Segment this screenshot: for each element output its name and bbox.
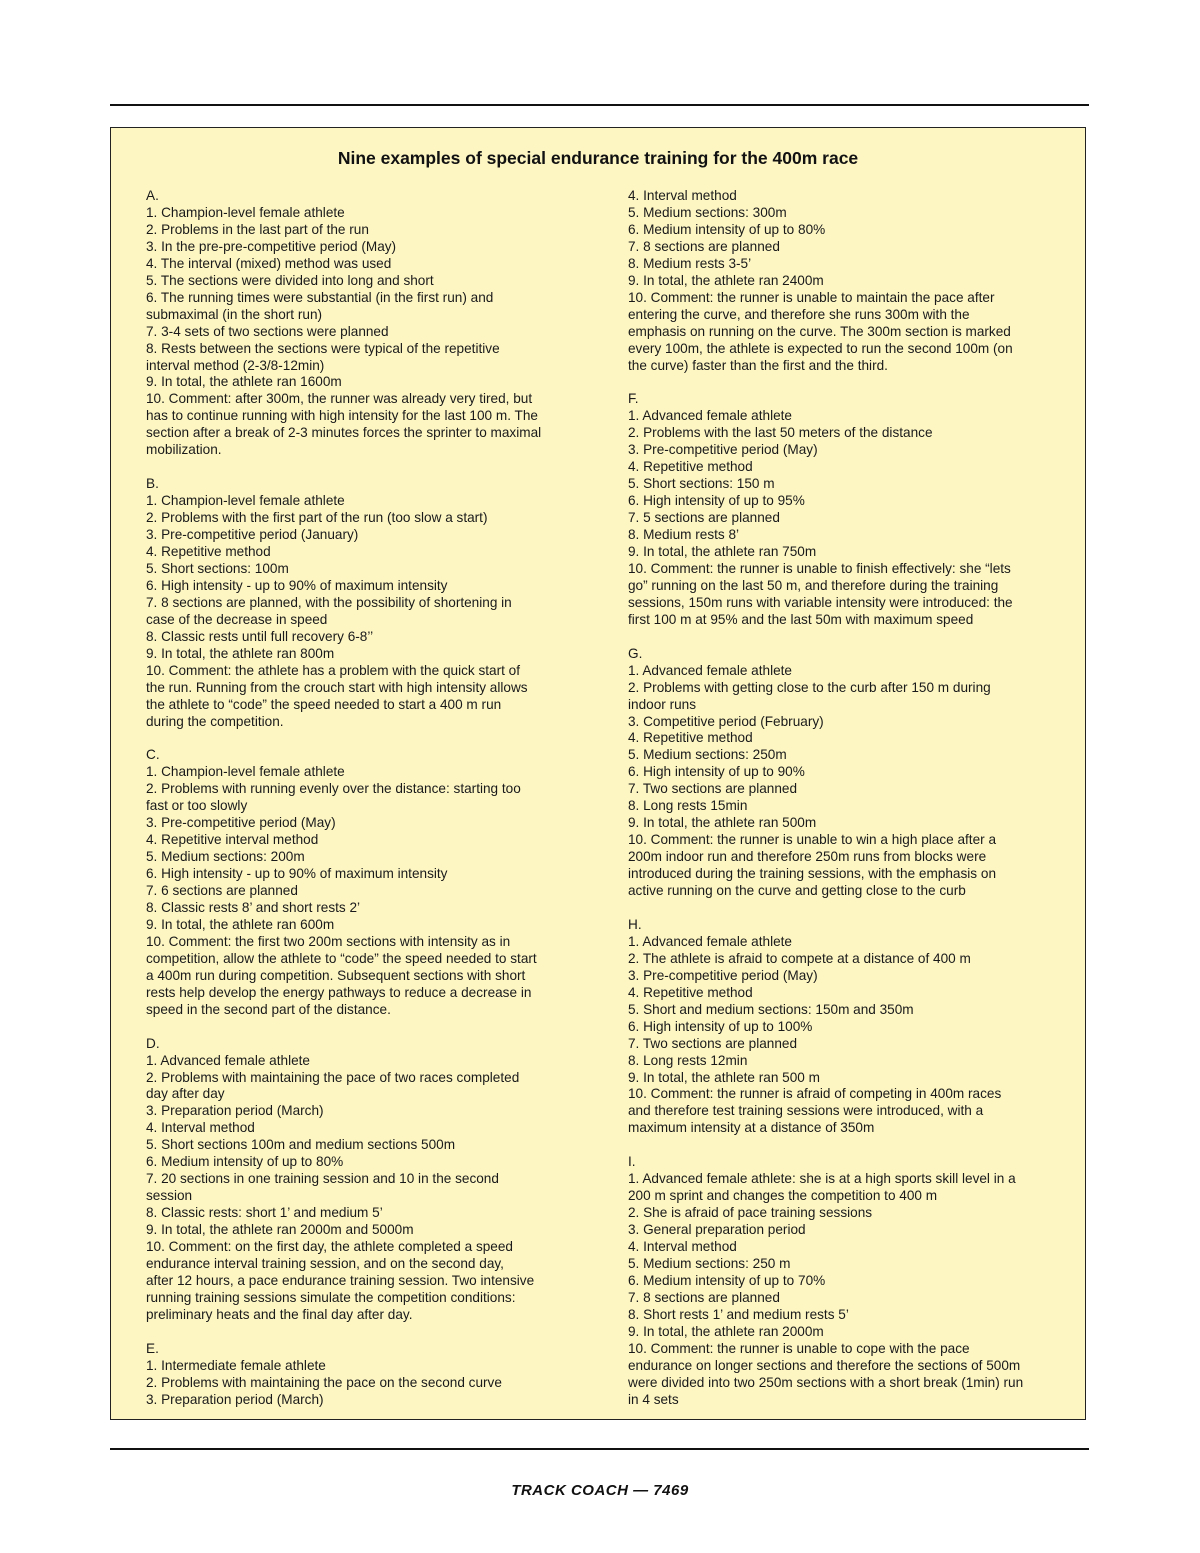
text-line: go” running on the last 50 m, and therefore during the training [628, 577, 999, 593]
text-line: 4. Repetitive method [628, 984, 753, 1000]
text-line: 8. Long rests 12min [628, 1052, 748, 1068]
text-line: endurance interval training session, and on the second day, [146, 1256, 504, 1271]
text-line: every 100m, the athlete is expected to run the second 100m (on [628, 340, 1013, 356]
text-line: entering the curve, and therefore she runs 300m with the [628, 306, 970, 322]
example-block [146, 1341, 576, 1409]
text-line: interval method (2-3/8-12min) [146, 357, 325, 373]
text-line: B. [146, 476, 159, 492]
text-line: sessions, 150m runs with variable intensity were introduced: the [628, 594, 1013, 610]
text-line: 4. The interval (mixed) method was used [146, 255, 392, 271]
page-footer: TRACK COACH — 7469 [511, 1482, 689, 1499]
text-line: 2. Problems with maintaining the pace of two races completed [146, 1069, 520, 1085]
text-line: 2. Problems with maintaining the pace on the second curve [146, 1374, 502, 1390]
text-line: 1. Advanced female athlete [628, 408, 792, 424]
text-line: 6. Medium intensity of up to 70% [628, 1272, 826, 1288]
text-line: 10. Comment: the runner is unable to cope with the pace [628, 1340, 970, 1356]
text-line: 4. Repetitive method [146, 544, 271, 559]
text-line: 6. High intensity of up to 95% [628, 493, 805, 509]
text-line: 9. In total, the athlete ran 600m [146, 916, 335, 932]
text-line: 5. Short sections: 100m [146, 560, 289, 576]
example-block [628, 917, 1058, 1137]
text-line: 6. High intensity of up to 100% [628, 1018, 813, 1034]
text-line: 8. Classic rests: short 1’ and medium 5’ [146, 1205, 383, 1221]
text-line: 6. High intensity of up to 90% [628, 764, 805, 780]
text-line: 10. Comment: the athlete has a problem with the quick start of [146, 662, 521, 678]
text-line: 9. In total, the athlete ran 800m [146, 645, 335, 661]
text-line: were divided into two 250m sections with a short break (1min) run [628, 1374, 1024, 1390]
text-line: 7. 5 sections are planned [628, 510, 780, 526]
text-line: the athlete to “code” the speed needed to start a 400 m run [146, 696, 502, 712]
example-block [628, 188, 1058, 374]
text-line: 5. Short sections: 150 m [628, 476, 775, 492]
right-column [628, 188, 1058, 1426]
footer-rule [110, 1448, 1089, 1450]
example-block [628, 1154, 1058, 1408]
text-line: 10. Comment: on the first day, the athlete completed a speed [146, 1239, 513, 1255]
text-line: and therefore test training sessions were introduced, with a [628, 1103, 984, 1119]
text-line: 1. Champion-level female athlete [146, 204, 345, 220]
text-line: 5. Short sections 100m and medium sections 500m [146, 1137, 456, 1153]
text-line: maximum intensity at a distance of 350m [628, 1120, 875, 1136]
text-line: session [146, 1188, 193, 1204]
text-line: after 12 hours, a pace endurance training session. Two intensive [146, 1272, 535, 1288]
text-line: 8. Classic rests until full recovery 6-8’’ [146, 628, 374, 644]
text-line: during the competition. [146, 713, 284, 729]
text-line: 4. Interval method [628, 188, 737, 203]
text-line: 7. Two sections are planned [628, 781, 798, 797]
text-line: introduced during the training sessions, with the emphasis on [628, 866, 997, 882]
text-line: 7. 6 sections are planned [146, 883, 298, 899]
text-line: in 4 sets [628, 1391, 679, 1407]
text-line: mobilization. [146, 442, 222, 458]
header-rule [110, 104, 1089, 106]
text-line: 7. Two sections are planned [628, 1035, 798, 1051]
text-line: 6. High intensity - up to 90% of maximum intensity [146, 577, 448, 593]
example-block [628, 646, 1058, 900]
text-line: 1. Advanced female athlete [628, 662, 792, 678]
text-line: C. [146, 747, 160, 763]
text-line: 6. High intensity - up to 90% of maximum intensity [146, 866, 448, 882]
text-line: emphasis on running on the curve. The 300m section is marked [628, 323, 1011, 339]
text-line: has to continue running with high intensity for the last 100 m. The [146, 408, 538, 424]
text-line: 6. Medium intensity of up to 80% [628, 221, 826, 237]
text-line: 8. Classic rests 8’ and short rests 2’ [146, 900, 361, 915]
text-line: 9. In total, the athlete ran 1600m [146, 374, 342, 390]
text-line: rests help develop the energy pathways to reduce a decrease in [146, 984, 532, 1000]
text-line: A. [146, 188, 159, 203]
text-line: 2. Problems with running evenly over the distance: starting too [146, 781, 521, 797]
text-line: case of the decrease in speed [146, 611, 328, 627]
text-line: 9. In total, the athlete ran 500 m [628, 1069, 820, 1085]
text-line: 10. Comment: the runner is unable to win a high place after a [628, 832, 997, 848]
example-block [146, 188, 576, 459]
box-title: Nine examples of special endurance training for the 400m race [337, 148, 859, 168]
text-line: preliminary heats and the final day after day. [146, 1306, 413, 1322]
text-line: a 400m run during competition. Subsequent sections with short [146, 967, 526, 983]
text-line: 3. General preparation period [628, 1222, 806, 1238]
text-line: 4. Repetitive interval method [146, 832, 319, 848]
text-line: I. [628, 1154, 636, 1170]
text-line: 4. Interval method [628, 1239, 737, 1255]
text-line: 3. Pre-competitive period (May) [628, 967, 818, 983]
text-line: H. [628, 916, 642, 932]
text-line: endurance on longer sections and therefore the sections of 500m [628, 1357, 1021, 1373]
text-line: 1. Advanced female athlete [628, 933, 792, 949]
example-block [628, 391, 1058, 628]
text-line: 9. In total, the athlete ran 750m [628, 544, 817, 559]
text-line: section after a break of 2-3 minutes forces the sprinter to maximal [146, 425, 542, 441]
text-line: 2. Problems with the last 50 meters of the distance [628, 425, 933, 441]
text-line: competition, allow the athlete to “code” the speed needed to start [146, 950, 537, 966]
text-line: 2. Problems with the first part of the run (too slow a start) [146, 510, 488, 526]
text-line: 8. Medium rests 8’ [628, 527, 740, 543]
text-line: 1. Champion-level female athlete [146, 493, 345, 509]
example-block [146, 1036, 576, 1324]
text-line: 9. In total, the athlete ran 2000m [628, 1323, 824, 1339]
text-line: 5. Medium sections: 200m [146, 849, 305, 865]
text-line: speed in the second part of the distance. [146, 1001, 391, 1017]
text-line: 7. 20 sections in one training session and 10 in the second [146, 1171, 499, 1187]
example-block [146, 476, 576, 730]
text-line: 3. Preparation period (March) [146, 1103, 324, 1119]
text-line: 200 m sprint and changes the competition to 400 m [628, 1188, 938, 1204]
text-line: submaximal (in the short run) [146, 306, 323, 322]
text-line: 8. Short rests 1’ and medium rests 5’ [628, 1306, 849, 1322]
text-line: 7. 3-4 sets of two sections were planned [146, 323, 389, 339]
text-line: the curve) faster than the first and the third. [628, 357, 888, 373]
text-line: 2. Problems in the last part of the run [146, 221, 369, 237]
example-block [146, 747, 576, 1018]
text-line: 10. Comment: after 300m, the runner was already very tired, but [146, 391, 533, 407]
text-line: 5. Short and medium sections: 150m and 350m [628, 1001, 914, 1017]
text-line: 9. In total, the athlete ran 500m [628, 815, 817, 831]
text-line: the run. Running from the crouch start with high intensity allows [146, 679, 528, 695]
text-line: 8. Rests between the sections were typical of the repetitive [146, 340, 500, 356]
text-line: G. [628, 645, 643, 661]
text-line: 3. Competitive period (February) [628, 713, 824, 729]
text-line: 3. Pre-competitive period (January) [146, 527, 359, 543]
text-line: 3. Pre-competitive period (May) [628, 442, 818, 458]
text-line: 8. Medium rests 3-5’ [628, 255, 752, 271]
text-line: 10. Comment: the runner is unable to maintain the pace after [628, 289, 995, 305]
text-line: 1. Advanced female athlete [146, 1052, 310, 1068]
text-line: 7. 8 sections are planned [628, 238, 780, 254]
text-line: 3. In the pre-pre-competitive period (May) [146, 238, 397, 254]
text-line: active running on the curve and getting close to the curb [628, 883, 966, 899]
text-line: running training sessions simulate the competition conditions: [146, 1289, 516, 1305]
text-line: 8. Long rests 15min [628, 798, 748, 814]
text-line: 9. In total, the athlete ran 2400m [628, 272, 824, 288]
text-line: indoor runs [628, 696, 697, 712]
text-line: 1. Intermediate female athlete [146, 1357, 326, 1373]
text-line: 9. In total, the athlete ran 2000m and 5000m [146, 1222, 414, 1238]
left-column [146, 188, 576, 1426]
text-line: fast or too slowly [146, 798, 248, 814]
text-line: E. [146, 1340, 159, 1356]
text-line: 10. Comment: the runner is unable to finish effectively: she “lets [628, 560, 1011, 576]
text-line: 4. Repetitive method [628, 459, 753, 475]
text-line: 7. 8 sections are planned [628, 1289, 780, 1305]
sidebar-box [110, 127, 1086, 1420]
text-line: day after day [146, 1086, 225, 1102]
text-line: 7. 8 sections are planned, with the possibility of shortening in [146, 594, 512, 610]
text-line: 2. The athlete is afraid to compete at a distance of 400 m [628, 950, 971, 966]
text-line: 1. Advanced female athlete: she is at a high sports skill level in a [628, 1171, 1016, 1187]
text-line: 4. Interval method [146, 1120, 255, 1136]
text-line: 1. Champion-level female athlete [146, 764, 345, 780]
text-line: 6. Medium intensity of up to 80% [146, 1154, 344, 1170]
text-line: 10. Comment: the first two 200m sections with intensity as in [146, 933, 511, 949]
text-line: 5. Medium sections: 300m [628, 204, 787, 220]
text-line: 5. The sections were divided into long and short [146, 272, 434, 288]
text-line: 5. Medium sections: 250m [628, 747, 787, 763]
text-line: 200m indoor run and therefore 250m runs from blocks were [628, 849, 987, 865]
text-line: 2. She is afraid of pace training sessions [628, 1205, 873, 1221]
text-line: 6. The running times were substantial (in the first run) and [146, 289, 494, 305]
text-line: 10. Comment: the runner is afraid of competing in 400m races [628, 1086, 1002, 1102]
text-line: 2. Problems with getting close to the curb after 150 m during [628, 679, 991, 695]
text-line: 3. Preparation period (March) [146, 1391, 324, 1407]
text-line: 3. Pre-competitive period (May) [146, 815, 336, 831]
text-line: 4. Repetitive method [628, 730, 753, 746]
text-line: D. [146, 1035, 160, 1051]
text-line: 5. Medium sections: 250 m [628, 1255, 791, 1271]
text-line: first 100 m at 95% and the last 50m with maximum speed [628, 611, 974, 627]
text-line: F. [628, 391, 639, 407]
